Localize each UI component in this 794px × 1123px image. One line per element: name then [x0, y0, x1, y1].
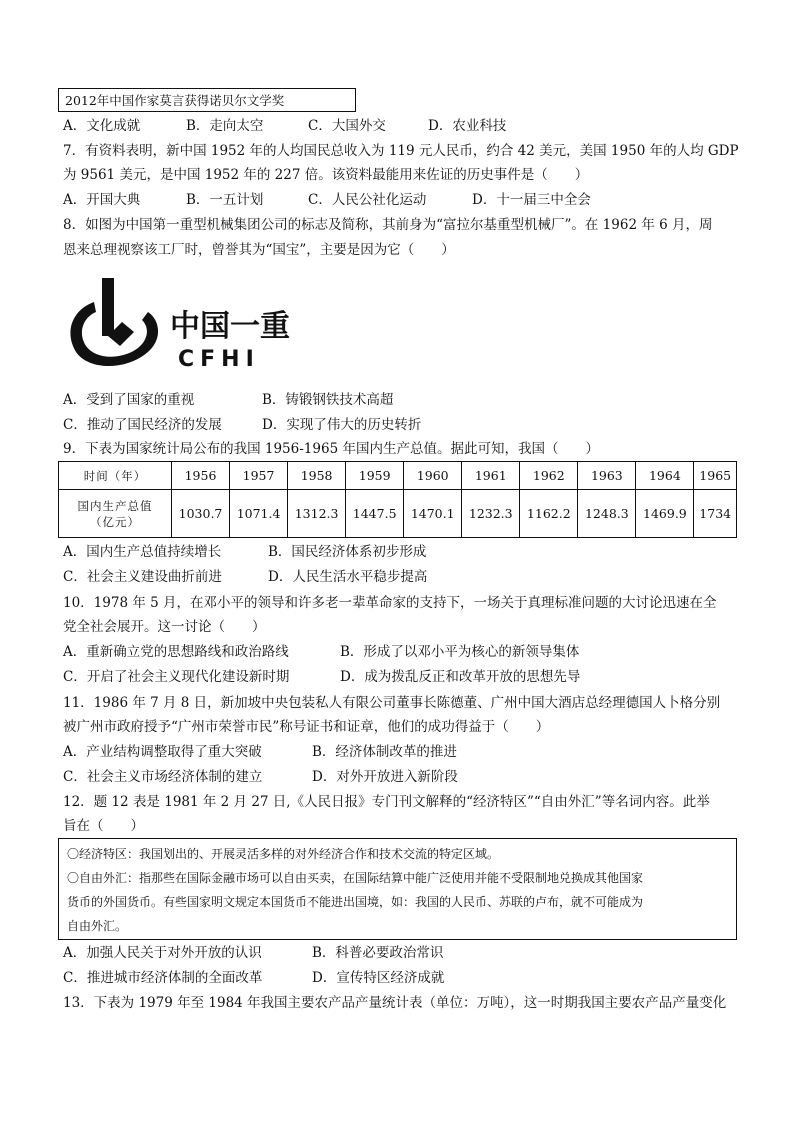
q8-option-d: D．实现了伟大的历史转折 [262, 417, 422, 433]
q6-option-c: C．大国外交 [308, 118, 386, 134]
gdp-table-year-row [59, 462, 737, 490]
q12-stem-line1: 12．题 12 表是 1981 年 2 月 27 日,《人民日报》专门刊文解释的“经济特区”“自由外汇”等名词内容。此举 [63, 794, 710, 810]
gdp-table-value-header [59, 490, 172, 538]
gdp-value-cell: 1734 [694, 490, 737, 538]
q12-stem-line2: 旨在（ ） [63, 818, 144, 834]
gdp-value-cell: 1447.5 [346, 490, 404, 538]
gdp-year-cell: 1965 [694, 462, 737, 490]
gdp-year-cell: 1960 [404, 462, 462, 490]
q10-stem-line1: 10．1978 年 5 月，在邓小平的领导和许多老一辈革命家的支持下，一场关于真理标准问题的大讨论迅速在全 [63, 595, 717, 611]
q12-box-line3: 货币的外国货币。有些国家明文规定本国货币不能进出国境，如：我国的人民币、苏联的卢布，就不可能成为 [67, 895, 644, 909]
gdp-year-cell: 1956 [172, 462, 230, 490]
q11-stem-line1: 11．1986 年 7 月 8 日，新加坡中央包装私人有限公司董事长陈德董、广州中国大酒店总经理德国人卜格分别 [63, 695, 721, 711]
q12-box-line2: 〇自由外汇：指那些在国际金融市场可以自由买卖，在国际结算中能广泛使用并能不受限制地兑换成其他国家 [67, 871, 644, 885]
q10-stem-line2: 党全社会展开。这一讨论（ ） [63, 619, 266, 635]
q7-option-a: A．开国大典 [63, 192, 141, 208]
gdp-value-cell: 1470.1 [404, 490, 462, 538]
gdp-year-cell: 1958 [288, 462, 346, 490]
q7-option-b: B．一五计划 [186, 192, 264, 208]
q8-option-a: A．受到了国家的重视 [63, 392, 195, 408]
q9-option-d: D．人民生活水平稳步提高 [268, 569, 428, 585]
q6-option-d: D．农业科技 [428, 118, 507, 134]
q12-option-a: A．加强人民关于对外开放的认识 [63, 945, 262, 961]
gdp-year-cell: 1961 [462, 462, 520, 490]
gdp-value-cell: 1232.3 [462, 490, 520, 538]
q8-option-c: C．推动了国民经济的发展 [63, 417, 222, 433]
q10-option-b: B．形成了以邓小平为核心的新领导集体 [340, 644, 580, 660]
gdp-year-cell: 1964 [636, 462, 694, 490]
q12-definition-box [58, 838, 737, 940]
q11-option-a: A．产业结构调整取得了重大突破 [63, 744, 262, 760]
q10-option-d: D．成为拨乱反正和改革开放的思想先导 [340, 669, 581, 685]
q8-stem-line1: 8．如图为中国第一重型机械集团公司的标志及简称，其前身为“富拉尔基重型机械厂”。在 1962 年 6 月，周 [63, 217, 713, 233]
gdp-year-cell: 1963 [578, 462, 636, 490]
gdp-table-year-header: 时间（年） [59, 462, 172, 490]
gdp-row-label-line2: （亿元） [90, 514, 140, 529]
q8-stem-line2: 恩来总理视察该工厂时，曾誉其为“国宝”，主要是因为它（ ） [63, 242, 455, 258]
q12-option-c: C．推进城市经济体制的全面改革 [63, 970, 263, 986]
gdp-table-value-row [59, 490, 737, 538]
q12-box-line1: 〇经济特区：我国划出的、开展灵活多样的对外经济合作和技术交流的特定区域。 [67, 847, 500, 861]
gdp-value-cell: 1248.3 [578, 490, 636, 538]
gdp-year-cell: 1959 [346, 462, 404, 490]
logo-text-cn: 中国一重 [170, 309, 290, 344]
q7-stem-line2: 为 9561 美元，是中国 1952 年的 227 倍。该资料最能用来佐证的历史事件是（ ） [63, 167, 589, 183]
gdp-value-cell: 1469.9 [636, 490, 694, 538]
q11-option-c: C．社会主义市场经济体制的建立 [63, 769, 263, 785]
q11-stem-line2: 被广州市政府授予“广州市荣誉市民”称号证书和证章，他们的成功得益于（ ） [63, 719, 550, 735]
logo-text-en: CFHI [178, 347, 260, 372]
q6-boxed-text: 2012年中国作家莫言获得诺贝尔文学奖 [58, 88, 356, 112]
q9-option-b: B．国民经济体系初步形成 [268, 544, 427, 560]
q11-option-d: D．对外开放进入新阶段 [312, 769, 458, 785]
cfhi-logo [64, 274, 314, 374]
gdp-table [58, 461, 737, 538]
q12-option-d: D．宣传特区经济成就 [312, 970, 445, 986]
q7-option-d: D．十一届三中全会 [472, 192, 591, 208]
q6-option-b: B．走向太空 [186, 118, 264, 134]
q9-option-a: A．国内生产总值持续增长 [63, 544, 222, 560]
gdp-year-cell: 1957 [230, 462, 288, 490]
q9-stem: 9．下表为国家统计局公布的我国 1956-1965 年国内生产总值。据此可知，我国（ ） [63, 441, 599, 457]
q7-stem-line1: 7．有资料表明，新中国 1952 年的人均国民总收入为 119 元人民币，约合 42 美元，美国 1950 年的人均 GDP [63, 143, 739, 159]
q9-option-c: C．社会主义建设曲折前进 [63, 569, 222, 585]
q11-option-b: B．经济体制改革的推进 [312, 744, 457, 760]
gdp-value-cell: 1071.4 [230, 490, 288, 538]
gdp-year-cell: 1962 [520, 462, 578, 490]
q10-option-a: A．重新确立党的思想路线和政治路线 [63, 644, 289, 660]
gdp-value-cell: 1030.7 [172, 490, 230, 538]
q12-option-b: B．科普必要政治常识 [312, 945, 444, 961]
q10-option-c: C．开启了社会主义现代化建设新时期 [63, 669, 290, 685]
q7-option-c: C．人民公社化运动 [308, 192, 427, 208]
gdp-row-label-line1: 国内生产总值 [77, 498, 153, 513]
q13-stem-line1: 13．下表为 1979 年至 1984 年我国主要农产品产量统计表（单位：万吨），这一时期我国主要农产品产量变化 [63, 995, 727, 1011]
q6-option-a: A．文化成就 [63, 118, 141, 134]
q8-option-b: B．铸锻钢铁技术高超 [262, 392, 394, 408]
gdp-value-cell: 1162.2 [520, 490, 578, 538]
gdp-value-cell: 1312.3 [288, 490, 346, 538]
q12-box-line4: 自由外汇。 [67, 919, 128, 933]
